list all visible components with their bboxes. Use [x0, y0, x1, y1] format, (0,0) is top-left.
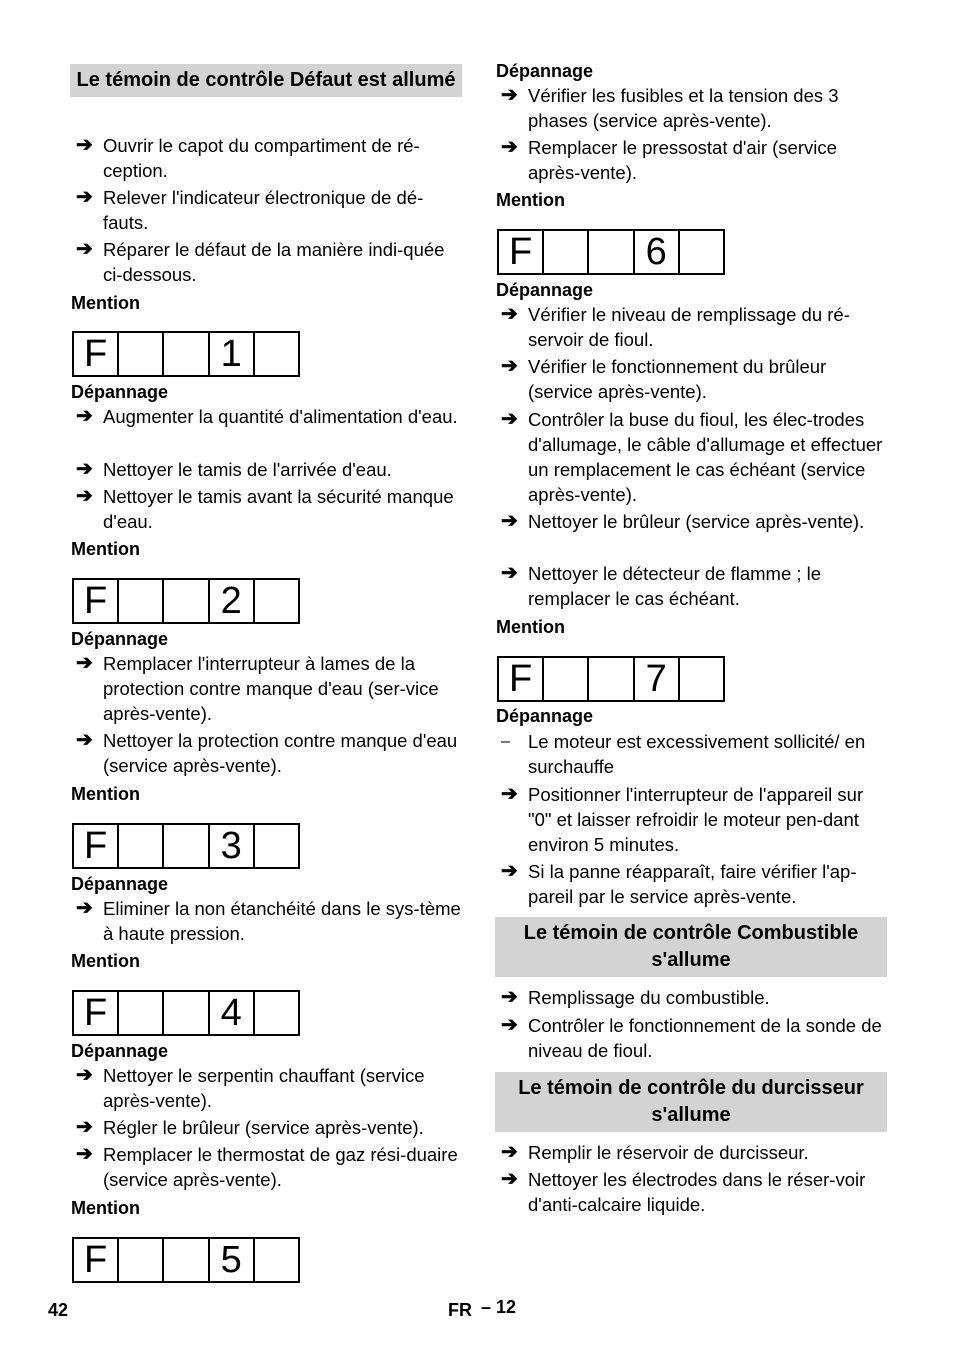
list-item: ➔ Ouvrir le capot du compartiment de ré-ception. — [76, 134, 420, 181]
fault-display-f3 — [72, 823, 300, 869]
list-item: ➔ Vérifier le fonctionnement du brûleur (service après-vente). — [501, 355, 827, 402]
arrow-icon: ➔ — [76, 897, 93, 919]
list-item: ➔ Augmenter la quantité d'alimentation d'eau. — [76, 405, 458, 427]
display-cell — [119, 992, 164, 1034]
fault-display-f5 — [72, 1237, 300, 1283]
display-cell — [255, 1239, 298, 1281]
arrow-icon: ➔ — [76, 134, 93, 156]
display-cell: 6 — [635, 231, 680, 273]
arrow-icon: ➔ — [76, 729, 93, 751]
list-item: ➔ Contrôler la buse du fioul, les élec-trodes d'allumage, le câble d'allumage et effectuer un remplacement le cas échéant (service après-vente). — [501, 408, 883, 505]
display-cell: 2 — [210, 580, 255, 622]
display-cell — [164, 825, 209, 867]
fault-display-f7 — [497, 656, 725, 702]
display-cell: F — [499, 658, 544, 700]
arrow-icon: ➔ — [501, 1014, 518, 1036]
arrow-icon: ➔ — [76, 652, 93, 674]
display-cell — [119, 333, 164, 375]
arrow-icon: ➔ — [76, 186, 93, 208]
arrow-icon: ➔ — [76, 405, 93, 427]
display-cell: F — [74, 1239, 119, 1281]
display-cell — [164, 1239, 209, 1281]
display-cell: 1 — [210, 333, 255, 375]
fault-display-f2 — [72, 578, 300, 624]
display-cell — [164, 580, 209, 622]
list-item: ➔ Eliminer la non étanchéité dans le sys-tème à haute pression. — [76, 897, 461, 944]
arrow-icon: ➔ — [76, 1143, 93, 1165]
mention-label: Mention — [71, 951, 140, 971]
list-item: ➔ Remplacer l'interrupteur à lames de la protection contre manque d'eau (ser-vice après-vente). — [76, 652, 439, 724]
fault-display-f1 — [72, 331, 300, 377]
arrow-icon: ➔ — [76, 1116, 93, 1138]
fault-display-f4 — [72, 990, 300, 1036]
depannage-label: Dépannage — [496, 280, 594, 300]
arrow-icon: ➔ — [76, 238, 93, 260]
arrow-icon: ➔ — [501, 1141, 518, 1163]
display-cell — [589, 231, 634, 273]
list-item: ➔ Remplissage du combustible. — [501, 986, 770, 1008]
list-item: ➔ Nettoyer le détecteur de flamme ; le remplacer le cas échéant. — [501, 562, 822, 609]
fault-light-heading: Le témoin de contrôle Défaut est allumé — [70, 64, 462, 97]
arrow-icon: ➔ — [501, 510, 518, 532]
arrow-icon: ➔ — [76, 458, 93, 480]
display-cell: F — [74, 580, 119, 622]
display-cell — [544, 658, 589, 700]
list-item: ➔ Nettoyer le serpentin chauffant (service après-vente). — [76, 1064, 425, 1111]
display-cell — [589, 658, 634, 700]
arrow-icon: ➔ — [501, 84, 518, 106]
language-code: FR — [448, 1300, 472, 1320]
arrow-icon: ➔ — [501, 303, 518, 325]
list-item: ➔ Nettoyer le tamis de l'arrivée d'eau. — [76, 458, 392, 480]
list-item: ➔ Remplacer le thermostat de gaz rési-duaire (service après-vente). — [76, 1143, 458, 1190]
list-item: ➔ Réparer le défaut de la manière indi-quée ci-dessous. — [76, 238, 445, 285]
display-cell — [164, 333, 209, 375]
display-cell — [164, 992, 209, 1034]
list-item: ➔ Vérifier les fusibles et la tension des 3 phases (service après-vente). — [501, 84, 839, 131]
display-cell — [255, 333, 298, 375]
list-item: ➔ Contrôler le fonctionnement de la sonde de niveau de fioul. — [501, 1014, 882, 1061]
display-cell — [544, 231, 589, 273]
arrow-icon: ➔ — [501, 1168, 518, 1190]
display-cell — [119, 580, 164, 622]
display-cell — [119, 1239, 164, 1281]
depannage-label: Dépannage — [496, 706, 594, 726]
list-item: ➔ Si la panne réapparaît, faire vérifier l'ap-pareil par le service après-vente. — [501, 860, 857, 907]
arrow-icon: ➔ — [501, 860, 518, 882]
mention-label: Mention — [71, 784, 140, 804]
list-item: ➔ Remplacer le pressostat d'air (service après-vente). — [501, 136, 837, 183]
depannage-label: Dépannage — [71, 382, 169, 402]
mention-label: Mention — [71, 293, 140, 313]
arrow-icon: ➔ — [501, 986, 518, 1008]
display-cell: F — [499, 231, 544, 273]
depannage-label: Dépannage — [71, 874, 169, 894]
arrow-icon: ➔ — [501, 355, 518, 377]
mention-label: Mention — [71, 1198, 140, 1218]
list-item: ➔ Régler le brûleur (service après-vente). — [76, 1116, 424, 1138]
list-item: ➔ Vérifier le niveau de remplissage du ré-servoir de fioul. — [501, 303, 850, 350]
arrow-icon: ➔ — [501, 562, 518, 584]
display-cell: 7 — [635, 658, 680, 700]
display-cell — [255, 992, 298, 1034]
arrow-icon: ➔ — [501, 136, 518, 158]
mention-label: Mention — [496, 190, 565, 210]
display-cell — [119, 825, 164, 867]
display-cell — [255, 825, 298, 867]
hardener-light-heading: Le témoin de contrôle du durcisseur s'allume — [495, 1072, 887, 1132]
arrow-icon: ➔ — [76, 485, 93, 507]
depannage-label: Dépannage — [496, 61, 594, 81]
mention-label: Mention — [496, 617, 565, 637]
display-cell: F — [74, 333, 119, 375]
list-item: ➔ Nettoyer la protection contre manque d'eau (service après-vente). — [76, 729, 458, 776]
fault-display-f6 — [497, 229, 725, 275]
section-page: – 12 — [481, 1297, 517, 1317]
depannage-label: Dépannage — [71, 629, 169, 649]
page-number: 42 — [48, 1300, 69, 1320]
list-item: ➔ Nettoyer le tamis avant la sécurité manque d'eau. — [76, 485, 454, 532]
list-item: – Le moteur est excessivement sollicité/ en surchauffe — [501, 731, 866, 777]
list-item: ➔ Nettoyer le brûleur (service après-vente). — [501, 510, 865, 532]
display-cell: F — [74, 992, 119, 1034]
dash-icon: – — [501, 733, 510, 750]
arrow-icon: ➔ — [76, 1064, 93, 1086]
display-cell — [680, 231, 723, 273]
display-cell: F — [74, 825, 119, 867]
list-item: ➔ Positionner l'interrupteur de l'appareil sur "0" et laisser refroidir le moteur pen-dant environ 5 minutes. — [501, 783, 864, 855]
display-cell: 4 — [210, 992, 255, 1034]
list-item: ➔ Relever l'indicateur électronique de dé-fauts. — [76, 186, 424, 233]
mention-label: Mention — [71, 539, 140, 559]
display-cell: 5 — [210, 1239, 255, 1281]
list-item: ➔ Nettoyer les électrodes dans le réser-voir d'anti-calcaire liquide. — [501, 1168, 866, 1215]
list-item: ➔ Remplir le réservoir de durcisseur. — [501, 1141, 809, 1163]
fuel-light-heading: Le témoin de contrôle Combustible s'allume — [495, 917, 887, 977]
arrow-icon: ➔ — [501, 783, 518, 805]
display-cell — [680, 658, 723, 700]
display-cell: 3 — [210, 825, 255, 867]
arrow-icon: ➔ — [501, 408, 518, 430]
depannage-label: Dépannage — [71, 1041, 169, 1061]
display-cell — [255, 580, 298, 622]
